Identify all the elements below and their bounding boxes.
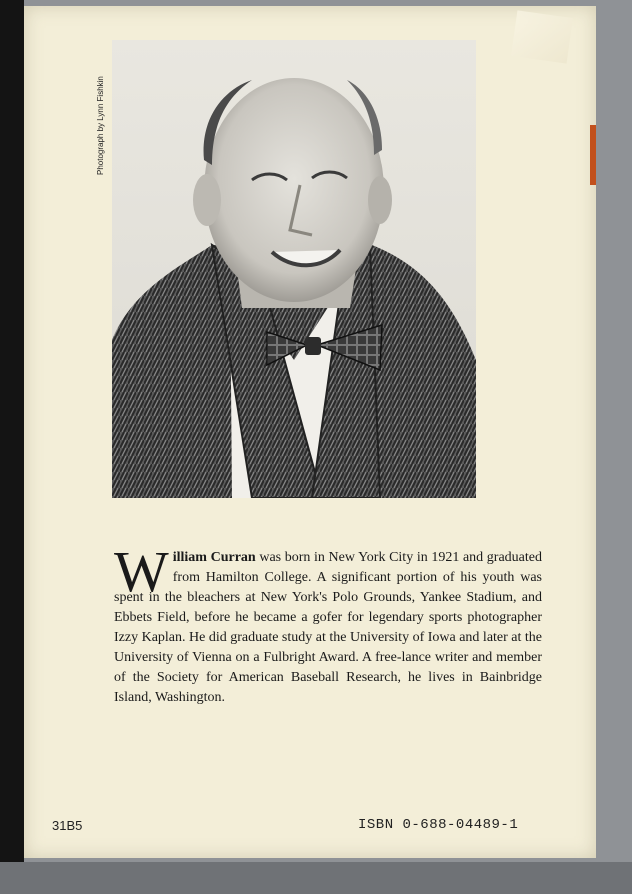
cover-wear-mark (511, 10, 573, 63)
author-photo (112, 40, 476, 498)
spine-edge-accent (590, 125, 596, 185)
catalog-code: 31B5 (52, 818, 83, 833)
author-biography (114, 539, 543, 708)
isbn-number: ISBN 0-688-04489-1 (358, 817, 519, 833)
bio-text: was born in New York City in 1921 and graduated from Hamilton College. A significant portion of his youth was spent in the bleachers at New York's Polo Grounds, Yankee Stadium, and Ebbets Field, before he became a gofer for legendary sports photographer Izzy Kaplan. He did graduate study at the University of Iowa and later at the University of Vienna on a Fulbright Award. A free-lance writer and member of the Society for American Baseball Research, he lives in Bainbridge Island, Washington. (114, 550, 543, 705)
scan-background-bottom (0, 862, 632, 894)
scan-background-left (0, 0, 24, 894)
author-portrait-illustration (112, 40, 476, 498)
photo-credit: Photograph by Lynn Fishkin (96, 76, 105, 175)
bio-author-name: illiam Curran (172, 550, 256, 565)
bio-dropcap: W (114, 539, 169, 604)
